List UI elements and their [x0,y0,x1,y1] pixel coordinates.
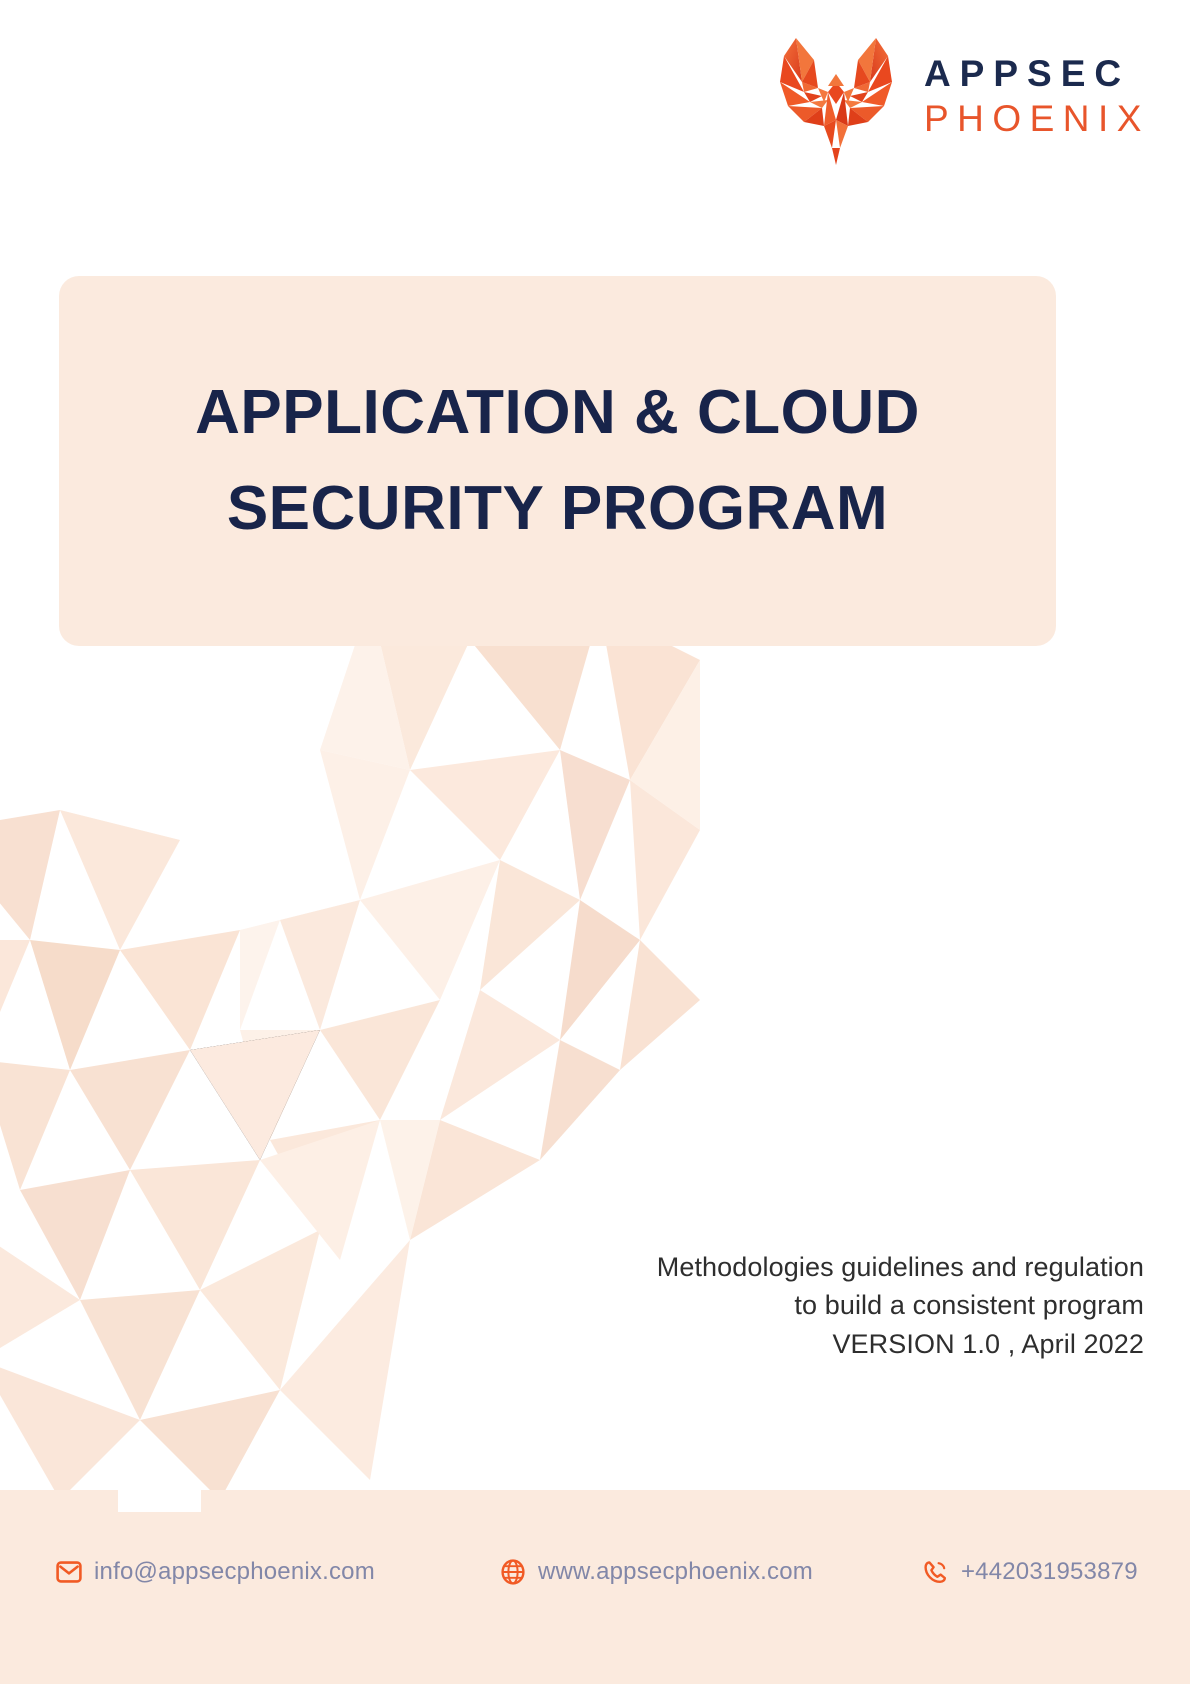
brand-name-primary: APPSEC [923,52,1131,94]
brand-wordmark [923,52,1150,141]
footer-contact-list [0,1558,1190,1586]
subtitle-line-2: to build a consistent program [794,1290,1144,1321]
brand-logo [766,30,1150,165]
subtitle-line-3: VERSION 1.0 , April 2022 [832,1328,1144,1359]
subtitle-line-1: Methodologies guidelines and regulation [656,1252,1144,1282]
envelope-icon [56,1559,82,1585]
contact-email[interactable] [56,1558,375,1586]
phoenix-logo-icon [766,30,906,165]
page-footer [0,1490,1190,1684]
contact-website-text: www.appsecphoenix.com [537,1558,813,1585]
contact-website[interactable] [500,1558,813,1586]
footer-notch-inner [59,1490,118,1512]
footer-notch [59,1490,201,1512]
cover-subtitle [524,1248,1144,1363]
page-title-line-1: APPLICATION & CLOUD [195,378,920,447]
phone-icon [923,1559,949,1585]
contact-phone-text: +442031953879 [960,1558,1138,1585]
phoenix-watermark-icon [0,600,700,1500]
contact-phone[interactable] [923,1558,1138,1586]
cover-title-card [59,276,1056,646]
page-title-line-2: SECURITY PROGRAM [226,474,889,543]
brand-name-secondary: PHOENIX [923,97,1150,139]
contact-email-text: info@appsecphoenix.com [94,1558,375,1585]
globe-icon [500,1559,526,1585]
